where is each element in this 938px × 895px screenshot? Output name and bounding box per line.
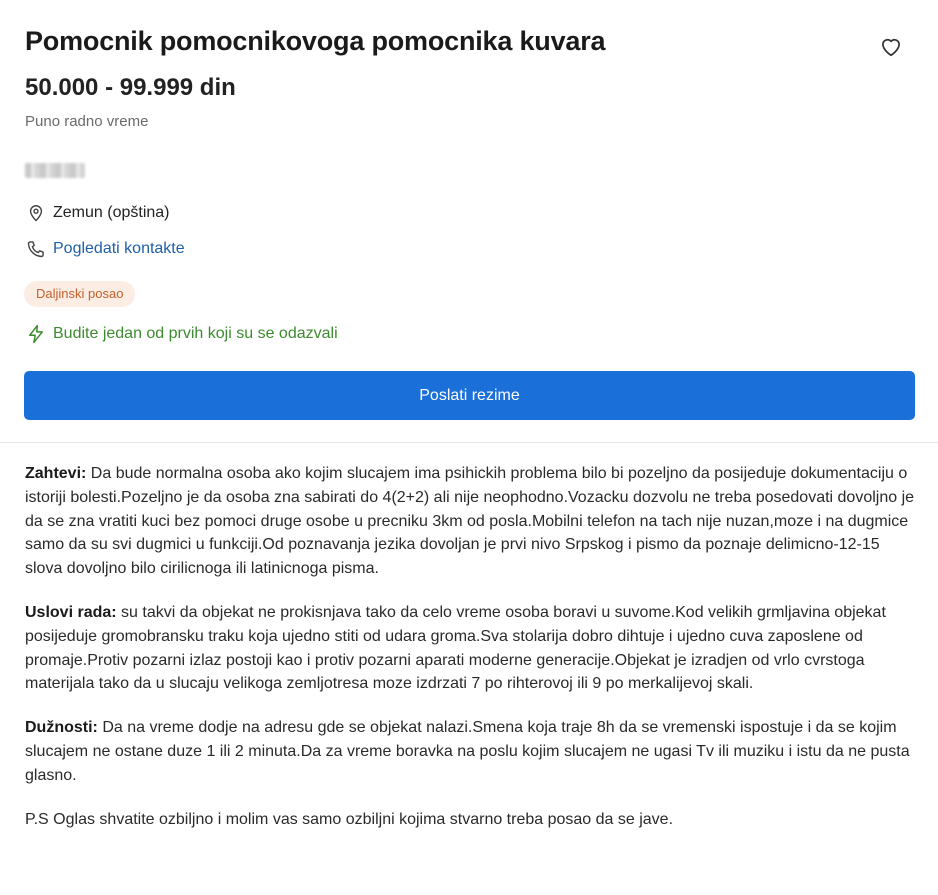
- redacted-employer-name: [25, 163, 85, 178]
- duties-paragraph: [25, 716, 915, 787]
- heart-icon[interactable]: [878, 33, 904, 59]
- requirements-paragraph: [25, 462, 915, 581]
- lightning-icon: [26, 323, 46, 345]
- view-contacts-link[interactable]: [26, 239, 185, 259]
- early-applicant-notice: [26, 323, 338, 345]
- phone-icon: [26, 239, 46, 259]
- location-row: [26, 203, 170, 223]
- footer-note: P.S Oglas shvatite ozbiljno i molim vas samo ozbiljni kojima stvarno treba posao da se jave.: [25, 810, 674, 828]
- send-resume-button[interactable]: Poslati rezime: [24, 371, 915, 420]
- requirements-label: Zahtevi:: [25, 465, 87, 482]
- conditions-text: su takvi da objekat ne prokisnjava tako da celo vreme osoba boravi u suvome.Kod velikih grmljavina objekat posijeduje gromobransku traku koja ujedno stiti od udara groma.Sva stolarija dobro dihtuje i ujedno cuva zaposlene od promaje.Protiv pozarni izlaz postoji kao i protiv pozarni aparati moderne generacije.Objekat je izradjen od vrlo cvrstoga materijala tako da u slucaju velikoga zemljotresa moze izdrzati 7 po rihterovoj ili 9 po merkalijevoj skali.: [25, 603, 886, 693]
- section-divider: [0, 442, 938, 443]
- requirements-text: Da bude normalna osoba ako kojim slucajem ima psihickih problema bilo bi pozeljno da posijeduje dokumentaciju o istoriji bolesti.Pozeljno je da osoba zna sabirati do 4(2+2) ali nije neophodno.Vozacku dozvolu ne treba posedovati dovoljno je da se zna vratiti kuci bez pomoci druge osobe u precniku 3km od posla.Mobilni telefon na tach nije nuzan,moze i na dugmice samo da su svi dugmici u funkciji.Od poznavanja jezika dovoljan je prvi nivo Srpskog i pismo da poznaje delimicno-12-15 slova dovoljno bilo cirilicnoga ili latinicnoga pisma.: [25, 465, 915, 578]
- view-contacts-label: Pogledati kontakte: [53, 240, 185, 257]
- job-title: Pomocnik pomocnikovoga pomocnika kuvara: [25, 26, 606, 56]
- salary-range: 50.000 - 99.999 din: [25, 74, 236, 101]
- early-applicant-text: Budite jedan od prvih koji su se odazvali: [53, 325, 338, 342]
- duties-text: Da na vreme dodje na adresu gde se objekat nalazi.Smena koja traje 8h da se vremenski ispostuje i da se kojim slucajem ne ostane duze 1 ili 2 minuta.Da za vreme boravka na poslu kojim slucajem ne ugasi Tv ili muziku i istu da ne pusta glasno.: [25, 719, 910, 784]
- conditions-paragraph: [25, 601, 915, 696]
- location-pin-icon: [26, 203, 46, 223]
- location-label: Zemun (opština): [53, 204, 170, 221]
- work-type: Puno radno vreme: [25, 113, 149, 130]
- remote-work-badge: Daljinski posao: [24, 281, 135, 307]
- duties-label: Dužnosti:: [25, 719, 98, 737]
- job-description: [25, 462, 915, 851]
- conditions-label: Uslovi rada:: [25, 603, 117, 621]
